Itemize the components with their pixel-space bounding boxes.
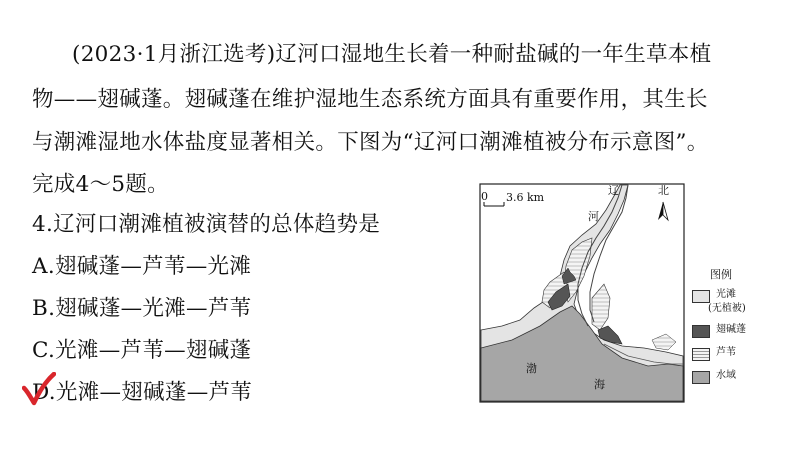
legend-swatch-water — [692, 371, 710, 384]
legend-swatch-suaeda — [692, 325, 710, 338]
scale-text-label: 3.6 km — [506, 191, 545, 204]
passage-line-1: (2023·1月浙江选考)辽河口湿地生长着一种耐盐碱的一年生草本植 — [72, 42, 712, 67]
legend-item-reed — [690, 346, 790, 366]
tidal-flat-vegetation-map — [472, 180, 688, 410]
legend-label-reed: 芦苇 — [716, 347, 736, 358]
legend-label-water: 水域 — [716, 370, 736, 381]
check-mark-icon — [22, 372, 56, 406]
passage-line-3: 与潮滩湿地水体盐度显著相关。下图为“辽河口潮滩植被分布示意图”。 — [32, 130, 709, 155]
sea-label-2: 海 — [594, 378, 605, 391]
passage-line-2: 物——翅碱蓬。翅碱蓬在维护湿地生态系统方面具有重要作用，其生长 — [32, 87, 708, 112]
sea-label-1: 渤 — [526, 362, 537, 375]
river-label-2: 河 — [588, 210, 599, 223]
passage-line-4: 完成4～5题。 — [32, 172, 169, 197]
north-label: 北 — [658, 184, 669, 197]
option-a[interactable]: A.翅碱蓬—芦苇—光滩 — [32, 254, 252, 279]
legend-label-suaeda: 翅碱蓬 — [716, 324, 746, 335]
legend-item-bare-flat — [690, 288, 790, 320]
legend-title: 图例 — [710, 268, 732, 281]
legend-item-suaeda — [690, 323, 790, 343]
option-d[interactable]: D.光滩—翅碱蓬—芦苇 — [32, 380, 253, 405]
map-legend — [690, 268, 790, 392]
question-stem: 4.辽河口潮滩植被演替的总体趋势是 — [32, 212, 381, 237]
legend-item-water — [690, 369, 790, 389]
legend-swatch-reed — [692, 348, 710, 361]
legend-label-bare-flat: 光滩 — [716, 289, 736, 300]
river-label-1: 辽 — [608, 184, 619, 197]
option-b[interactable]: B.翅碱蓬—光滩—芦苇 — [32, 296, 252, 321]
scale-zero-label: 0 — [481, 190, 488, 203]
option-c[interactable]: C.光滩—芦苇—翅碱蓬 — [32, 338, 252, 363]
legend-sublabel-bare-flat: (无植被) — [708, 303, 746, 314]
